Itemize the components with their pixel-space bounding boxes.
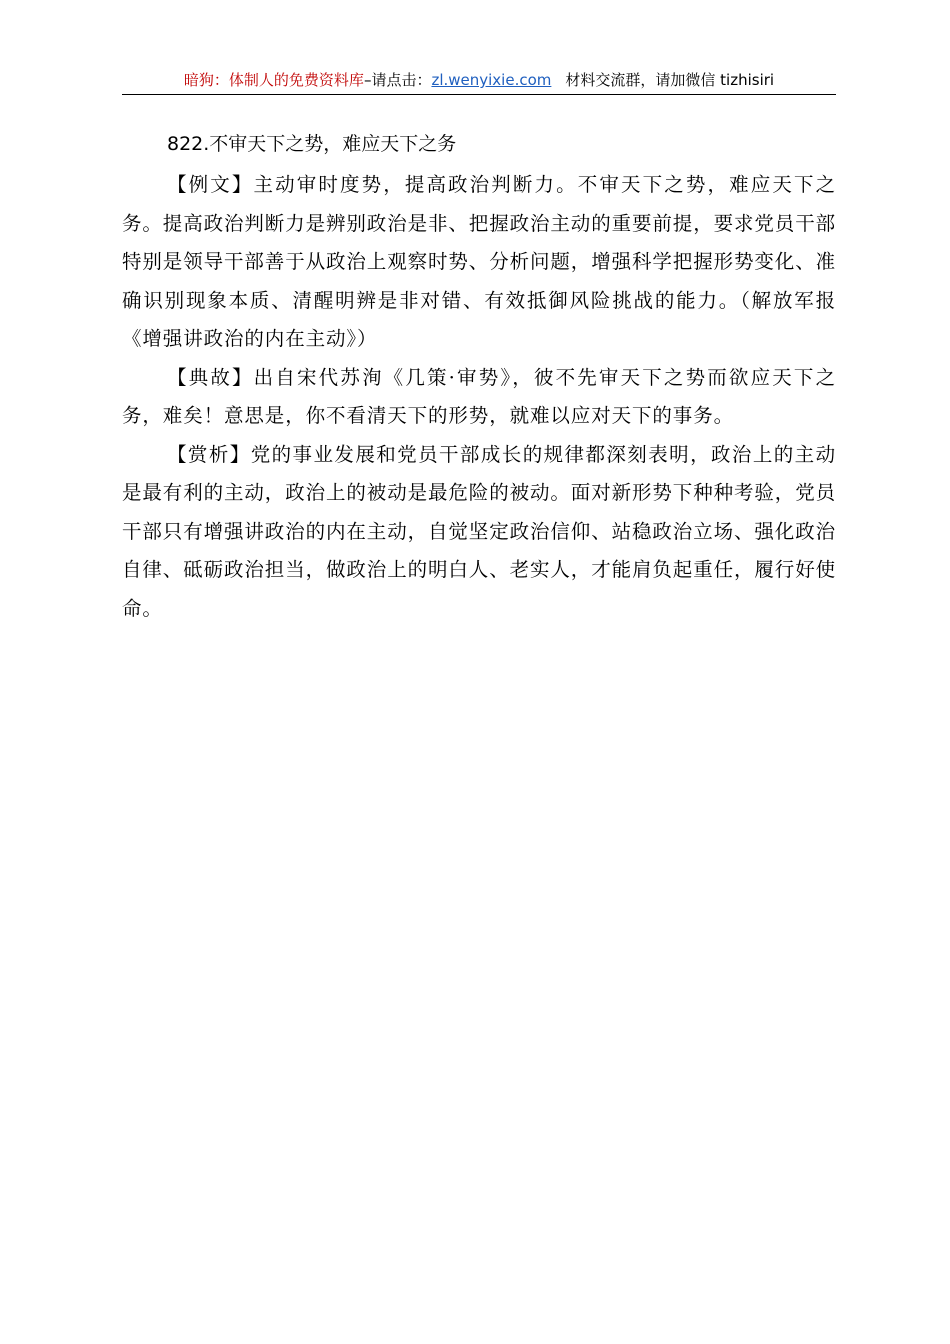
paragraph-example (122, 166, 836, 359)
header-prompt: –请点击： (363, 71, 432, 89)
article-body (122, 122, 836, 628)
header-link[interactable]: zl.wenyixie.com (431, 71, 552, 89)
page-header (122, 66, 836, 95)
paragraph-text: 党的事业发展和党员干部成长的规律都深刻表明，政治上的主动是最有利的主动，政治上的被动是最危险的被动。面对新形势下种种考验，党员干部只有增强讲政治的内在主动，自觉坚定政治信仰、站稳政治立场、强化政治自律、砥砺政治担当，做政治上的明白人、老实人，才能肩负起重任，履行好使命。 (122, 442, 837, 620)
paragraph-allusion (122, 359, 836, 436)
paragraph-appreciation (122, 436, 836, 629)
paragraph-tag: 【例文】 (167, 173, 254, 196)
paragraph-text: 主动审时度势，提高政治判断力。不审天下之势，难应天下之务。提高政治判断力是辨别政治是非、把握政治主动的重要前提，要求党员干部特别是领导干部善于从政治上观察时势、分析问题，增强科学把握形势变化、准确识别现象本质、清醒明辨是非对错、有效抵御风险挑战的能力。（解放军报《增强讲政治的内在主动》） (122, 173, 837, 350)
header-brand: 暗狗：体制人的免费资料库 (183, 71, 364, 89)
paragraph-tag: 【赏析】 (167, 442, 251, 466)
header-contact: 材料交流群，请加微信 tizhisiri (565, 71, 775, 89)
article-title: 822.不审天下之势，难应天下之务 (167, 133, 457, 155)
paragraph-tag: 【典故】 (167, 365, 254, 389)
paragraph-text: 出自宋代苏洵《几策·审势》，彼不先审天下之势而欲应天下之务，难矣！意思是，你不看清天下的形势，就难以应对天下的事务。 (122, 365, 836, 427)
